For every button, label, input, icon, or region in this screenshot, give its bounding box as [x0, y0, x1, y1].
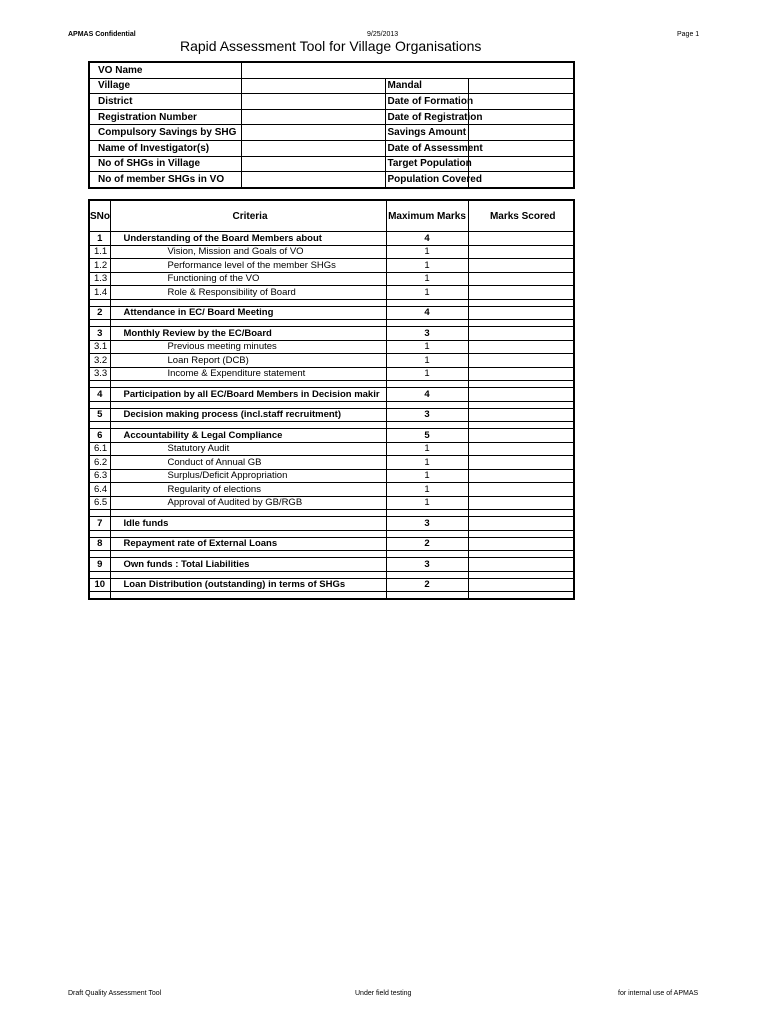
max-marks-cell: 3 — [386, 517, 468, 531]
max-marks-cell: 3 — [386, 558, 468, 572]
max-marks-cell: 1 — [386, 442, 468, 456]
marks-scored-cell — [468, 306, 574, 320]
marks-scored-cell — [468, 442, 574, 456]
spacer-row — [89, 299, 574, 306]
page-number: Page 1 — [677, 31, 700, 38]
info-row — [89, 109, 574, 125]
spacer-cell — [89, 320, 110, 327]
info-row — [89, 140, 574, 156]
criteria-row — [89, 408, 574, 422]
footer-right: for internal use of APMAS — [618, 990, 699, 997]
spacer-cell — [386, 571, 468, 578]
marks-scored-cell — [468, 483, 574, 497]
spacer-cell — [468, 401, 574, 408]
criteria-cell: Repayment rate of External Loans — [110, 537, 386, 551]
criteria-cell: Statutory Audit — [110, 442, 386, 456]
criteria-cell: Surplus/Deficit Appropriation — [110, 469, 386, 483]
info-label-right: Savings Amount — [385, 125, 468, 141]
criteria-row — [89, 517, 574, 531]
max-marks-cell: 4 — [386, 388, 468, 402]
info-value — [241, 94, 385, 110]
footer-center: Under field testing — [355, 990, 412, 997]
info-value — [241, 172, 385, 188]
sno-cell: 6.1 — [89, 442, 110, 456]
sub-criteria-row — [89, 259, 574, 273]
sno-cell: 6.3 — [89, 469, 110, 483]
sub-criteria-row — [89, 496, 574, 510]
criteria-cell: Idle funds — [110, 517, 386, 531]
criteria-row — [89, 327, 574, 341]
criteria-row — [89, 306, 574, 320]
max-marks-cell: 1 — [386, 259, 468, 273]
spacer-cell — [386, 592, 468, 600]
spacer-cell — [110, 510, 386, 517]
sno-cell: 6 — [89, 429, 110, 443]
spacer-cell — [110, 381, 386, 388]
info-value-right — [468, 172, 574, 188]
spacer-cell — [386, 422, 468, 429]
criteria-header: Criteria — [110, 200, 386, 232]
spacer-cell — [468, 571, 574, 578]
info-row — [89, 94, 574, 110]
sno-cell: 1.2 — [89, 259, 110, 273]
criteria-cell: Decision making process (incl.staff recruitment) — [110, 408, 386, 422]
spacer-cell — [468, 381, 574, 388]
spacer-cell — [89, 422, 110, 429]
sno-cell: 10 — [89, 578, 110, 592]
marks-scored-cell — [468, 354, 574, 368]
marks-scored-cell — [468, 245, 574, 259]
page-title: Rapid Assessment Tool for Village Organisations — [180, 38, 482, 54]
info-row — [89, 172, 574, 188]
spacer-cell — [386, 381, 468, 388]
marks-scored-cell — [468, 537, 574, 551]
max-marks-cell: 4 — [386, 232, 468, 246]
marks-scored-header: Marks Scored — [468, 200, 574, 232]
footer-left: Draft Quality Assessment Tool — [68, 990, 162, 997]
info-label: No of member SHGs in VO — [89, 172, 241, 188]
spacer-cell — [468, 530, 574, 537]
marks-scored-cell — [468, 558, 574, 572]
sno-cell: 3.1 — [89, 340, 110, 354]
vo-name-label: VO Name — [89, 62, 241, 78]
sub-criteria-row — [89, 354, 574, 368]
spacer-cell — [110, 571, 386, 578]
spacer-cell — [110, 592, 386, 600]
marks-scored-cell — [468, 259, 574, 273]
info-label: Name of Investigator(s) — [89, 140, 241, 156]
criteria-cell: Understanding of the Board Members about — [110, 232, 386, 246]
criteria-cell: Participation by all EC/Board Members in Decision makir — [110, 388, 386, 402]
sub-criteria-row — [89, 245, 574, 259]
sno-cell: 8 — [89, 537, 110, 551]
info-value-right — [468, 156, 574, 172]
max-marks-cell: 3 — [386, 408, 468, 422]
info-value-right — [468, 109, 574, 125]
sno-header: SNo — [89, 200, 110, 232]
sub-criteria-row — [89, 272, 574, 286]
info-label: Village — [89, 78, 241, 94]
sno-cell: 6.4 — [89, 483, 110, 497]
info-row — [89, 78, 574, 94]
criteria-cell: Previous meeting minutes — [110, 340, 386, 354]
spacer-cell — [110, 401, 386, 408]
criteria-cell: Attendance in EC/ Board Meeting — [110, 306, 386, 320]
sno-cell: 1.3 — [89, 272, 110, 286]
vo-info-table — [88, 61, 575, 189]
sno-cell: 3.2 — [89, 354, 110, 368]
sno-cell: 4 — [89, 388, 110, 402]
marks-scored-cell — [468, 517, 574, 531]
sub-criteria-row — [89, 286, 574, 300]
criteria-row — [89, 558, 574, 572]
marks-scored-cell — [468, 578, 574, 592]
info-value — [241, 140, 385, 156]
marks-scored-cell — [468, 496, 574, 510]
spacer-cell — [468, 510, 574, 517]
spacer-cell — [110, 551, 386, 558]
spacer-row — [89, 422, 574, 429]
spacer-cell — [89, 299, 110, 306]
spacer-cell — [110, 299, 386, 306]
criteria-cell: Conduct of Annual GB — [110, 456, 386, 470]
criteria-row — [89, 578, 574, 592]
info-value-right — [468, 125, 574, 141]
sno-cell: 5 — [89, 408, 110, 422]
sno-cell: 3.3 — [89, 367, 110, 381]
sub-criteria-row — [89, 442, 574, 456]
spacer-cell — [468, 551, 574, 558]
spacer-cell — [386, 401, 468, 408]
spacer-cell — [468, 299, 574, 306]
criteria-cell: Functioning of the VO — [110, 272, 386, 286]
info-label: Registration Number — [89, 109, 241, 125]
spacer-row — [89, 510, 574, 517]
spacer-cell — [89, 592, 110, 600]
marks-scored-cell — [468, 429, 574, 443]
sno-cell: 6.5 — [89, 496, 110, 510]
spacer-cell — [110, 422, 386, 429]
sno-cell: 1 — [89, 232, 110, 246]
marks-scored-cell — [468, 469, 574, 483]
marks-scored-cell — [468, 272, 574, 286]
info-label-right: Target Population — [385, 156, 468, 172]
marks-scored-cell — [468, 340, 574, 354]
spacer-cell — [89, 530, 110, 537]
info-label-right: Mandal — [385, 78, 468, 94]
info-value — [241, 125, 385, 141]
header-date: 9/25/2013 — [367, 31, 399, 38]
criteria-row — [89, 388, 574, 402]
sno-cell: 1.1 — [89, 245, 110, 259]
criteria-row — [89, 429, 574, 443]
sno-cell: 1.4 — [89, 286, 110, 300]
info-label: Compulsory Savings by SHG — [89, 125, 241, 141]
spacer-cell — [386, 551, 468, 558]
criteria-cell: Role & Responsibility of Board — [110, 286, 386, 300]
spacer-cell — [89, 381, 110, 388]
max-marks-cell: 3 — [386, 327, 468, 341]
spacer-row — [89, 530, 574, 537]
criteria-cell: Loan Distribution (outstanding) in terms of SHGs — [110, 578, 386, 592]
info-value — [241, 78, 385, 94]
spacer-cell — [89, 401, 110, 408]
spacer-cell — [89, 551, 110, 558]
confidential-label: APMAS Confidential — [68, 31, 136, 38]
spacer-cell — [468, 592, 574, 600]
max-marks-cell: 1 — [386, 496, 468, 510]
criteria-cell: Loan Report (DCB) — [110, 354, 386, 368]
criteria-cell: Own funds : Total Liabilities — [110, 558, 386, 572]
marks-scored-cell — [468, 367, 574, 381]
spacer-row — [89, 320, 574, 327]
marks-scored-cell — [468, 388, 574, 402]
marks-scored-cell — [468, 286, 574, 300]
info-value — [241, 156, 385, 172]
marks-scored-cell — [468, 232, 574, 246]
marks-scored-cell — [468, 408, 574, 422]
max-marks-cell: 1 — [386, 245, 468, 259]
spacer-cell — [110, 530, 386, 537]
info-label-right: Date of Formation — [385, 94, 468, 110]
max-marks-cell: 1 — [386, 354, 468, 368]
criteria-row — [89, 537, 574, 551]
criteria-row — [89, 232, 574, 246]
max-marks-cell: 1 — [386, 340, 468, 354]
spacer-cell — [386, 530, 468, 537]
criteria-cell: Vision, Mission and Goals of VO — [110, 245, 386, 259]
info-value — [241, 109, 385, 125]
max-marks-header: Maximum Marks — [386, 200, 468, 232]
info-label-right: Population Covered — [385, 172, 468, 188]
info-row — [89, 125, 574, 141]
spacer-row — [89, 592, 574, 600]
spacer-cell — [468, 320, 574, 327]
sno-cell: 9 — [89, 558, 110, 572]
criteria-cell: Income & Expenditure statement — [110, 367, 386, 381]
spacer-cell — [89, 510, 110, 517]
max-marks-cell: 1 — [386, 286, 468, 300]
sno-cell: 2 — [89, 306, 110, 320]
spacer-cell — [110, 320, 386, 327]
sub-criteria-row — [89, 367, 574, 381]
spacer-cell — [468, 422, 574, 429]
info-value-right — [468, 78, 574, 94]
criteria-cell: Performance level of the member SHGs — [110, 259, 386, 273]
spacer-row — [89, 381, 574, 388]
max-marks-cell: 4 — [386, 306, 468, 320]
max-marks-cell: 1 — [386, 469, 468, 483]
spacer-row — [89, 401, 574, 408]
spacer-cell — [386, 510, 468, 517]
spacer-cell — [386, 320, 468, 327]
sub-criteria-row — [89, 483, 574, 497]
criteria-table — [88, 199, 575, 600]
criteria-cell: Accountability & Legal Compliance — [110, 429, 386, 443]
marks-scored-cell — [468, 456, 574, 470]
max-marks-cell: 2 — [386, 537, 468, 551]
marks-scored-cell — [468, 327, 574, 341]
info-label: No of SHGs in Village — [89, 156, 241, 172]
max-marks-cell: 1 — [386, 367, 468, 381]
max-marks-cell: 1 — [386, 483, 468, 497]
info-value-right — [468, 140, 574, 156]
max-marks-cell: 2 — [386, 578, 468, 592]
spacer-row — [89, 571, 574, 578]
max-marks-cell: 1 — [386, 456, 468, 470]
max-marks-cell: 5 — [386, 429, 468, 443]
info-label-right: Date of Assessment — [385, 140, 468, 156]
info-value-right — [468, 94, 574, 110]
sno-cell: 3 — [89, 327, 110, 341]
info-label: District — [89, 94, 241, 110]
sub-criteria-row — [89, 340, 574, 354]
sub-criteria-row — [89, 469, 574, 483]
criteria-cell: Regularity of elections — [110, 483, 386, 497]
vo-name-value — [241, 62, 574, 78]
sno-cell: 7 — [89, 517, 110, 531]
max-marks-cell: 1 — [386, 272, 468, 286]
info-label-right: Date of Registration — [385, 109, 468, 125]
criteria-cell: Monthly Review by the EC/Board — [110, 327, 386, 341]
sno-cell: 6.2 — [89, 456, 110, 470]
spacer-cell — [89, 571, 110, 578]
info-row — [89, 156, 574, 172]
criteria-cell: Approval of Audited by GB/RGB — [110, 496, 386, 510]
spacer-cell — [386, 299, 468, 306]
sub-criteria-row — [89, 456, 574, 470]
spacer-row — [89, 551, 574, 558]
